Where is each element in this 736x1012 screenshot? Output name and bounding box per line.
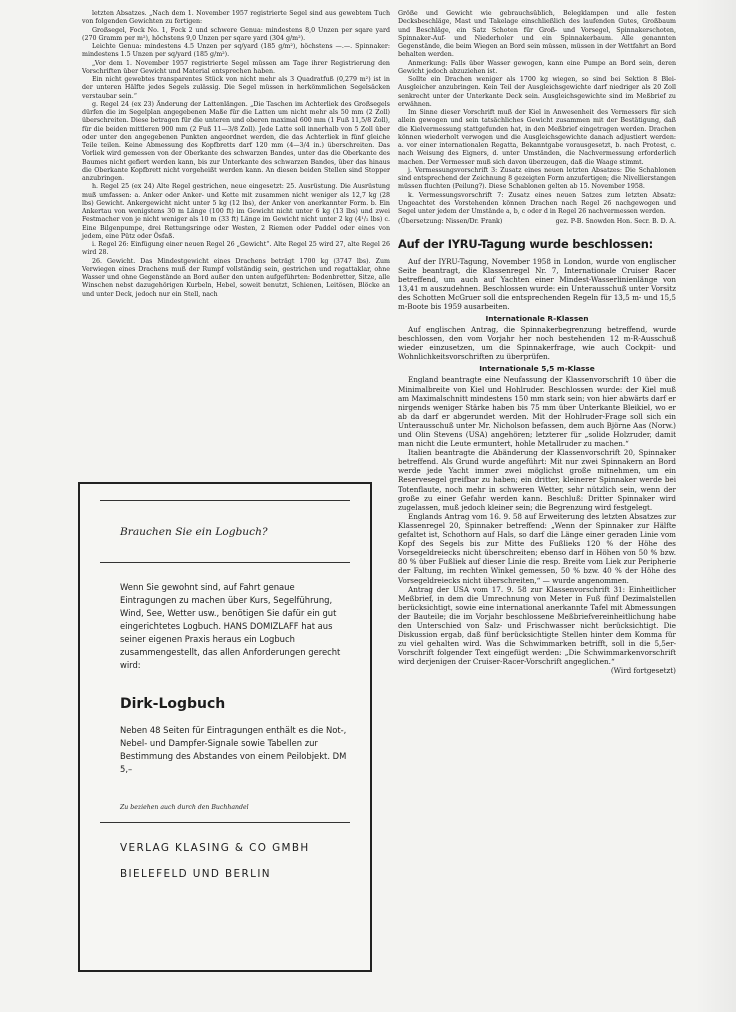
paragraph: i. Regel 26: Einfügung einer neuen Regel 26 „Gewicht“. Alte Regel 25 wird 27, alte Regel 26 wird 28. (82, 241, 390, 257)
paragraph: letzten Absatzes. „Nach dem 1. November 1957 registrierte Segel sind aus gewebtem Tuch von folgenden Gewichten zu fertigen: (82, 10, 390, 26)
paragraph: j. Vermessungsvorschrift 3: Zusatz eines neuen letzten Absatzes: Die Schablonen sind entsprechend der Zeichnung 8 gezeigten Form anzufertigen; die Nivellierstangen müssen fluchten (Peilung?). Diese Schablonen gelten ab 15. November 1958. (398, 166, 676, 191)
paragraph: Italien beantragte die Abänderung der Klassenvorschrift 20, Spinnaker betreffend. Als Grund wurde angeführt: Mit nur zwei Spinnakern an Bord werde jede Yacht immer zwei möglichst große mitnehmen, um ein Reservesegel greifbar zu haben; ein dritter, kleinerer Spinnaker werde bei Totenflaute, noch mehr in schweren Wetter, sehr nützlich sein, wenn der große zu einer Gefahr werden kann. Beschluß: Dritter Spinnaker wird zugelassen, muß jedoch kleiner sein; die Begrenzung wird festgelegt. (398, 448, 676, 512)
subheading: Internationale 5,5 m-Klasse (479, 364, 595, 374)
ad-title: Dirk-Logbuch (120, 696, 226, 712)
paragraph: Antrag der USA vom 17. 9. 58 zur Klassenvorschrift 31: Einheitlicher Meßbrief, in dem die Umrechnung von Meter in Fuß fünf Dezimalstellen berücksichtigt, sowie eine international anerkannte Tafel mit Abmessungen der Bauteile; die im Vorjahr beschlossene Meßbriefvereinheitlichung habe den Unterschied von Salz- und Frischwasser nicht berücksichtigt. Die Diskussion ergab, daß fünf berücksichtigte Stellen hinter dem Komma für zu viel gehalten wird. Was die Schwimmarken betrifft, soll in die 5,5er-Vorschrift folgender Text eingefügt werden: „Die Schwimmarkenvorschrift wird derjenigen der Cruiser-Racer-Vorschrift angeglichen.“ (398, 584, 676, 667)
right-column (398, 10, 676, 676)
paragraph: Größe und Gewicht wie gebrauchsüblich, Belegklampen und alle festen Decksbeschläge, Mast und Takelage einschließlich des laufenden Gutes, Großbaum und Beschläge, ein Satz Schoten für Groß- und Vorsegel, Spinnakerschoten, Spinnaker-Auf- und Niederholer und ein Spinnakerbaum. Alle genannten Gegenstände, die beim Wiegen an Bord sein müssen, müssen in der Wettfahrt an Bord behalten werden. (398, 10, 676, 59)
ad-rule (100, 562, 350, 563)
page-edge (696, 0, 736, 1012)
paragraph: h. Regel 25 (ex 24) Alte Regel gestrichen, neue eingesetzt: 25. Ausrüstung. Die Ausrüstung muß umfassen: a. Anker oder Anker- und Kette mit zusammen nicht weniger als 12,7 kg (28 lbs) Gewicht. Ankergewicht nicht unter 5 kg (12 lbs), der Anker von anerkannter Form. b. Ein Ankertau von wenigstens 30 m Länge (100 ft) im Gewicht nicht unter 6 kg (13 lbs) und zwei Festmacher von je nicht weniger als 10 m (33 ft) Länge im Gewicht nicht unter 2 kg (4¹/₂ lbs) c. Eine Bilgenpumpe, drei Rettungsringe oder Westen, 2 Riemen oder Paddel oder eines von jedem, eine Pütz oder Ösfaß. (82, 183, 390, 240)
paragraph: „Vor dem 1. November 1957 registrierte Segel müssen am Tage ihrer Registrierung den Vorschriften über Gewicht und Material entsprechen haben. (82, 59, 390, 75)
paragraph: 26. Gewicht. Das Mindestgewicht eines Drachens beträgt 1700 kg (3747 lbs). Zum Verwiegen eines Drachens muß der Rumpf vollständig sein, gestrichen und regattaklar, ohne Wasser und ohne Gegenstände an Bord außer den unten aufgeführten: Bodenbretter, Sitze, alle Winschen nebst dazugehörigen Kurbeln, Hebel, soweit benutzt, Schienen, Leitösen, Blöcke an und unter Deck, jedoch nur ein Stell, nach (82, 257, 390, 298)
ad-rule-top (100, 500, 350, 501)
subheading: Internationale R-Klassen (485, 314, 589, 324)
paragraph: Anmerkung: Falls über Wasser gewogen, kann eine Pumpe an Bord sein, deren Gewicht jedoch abzuziehen ist. (398, 59, 676, 75)
paragraph: Englands Antrag vom 16. 9. 58 auf Erweiterung des letzten Absatzes zur Klassenregel 20, Spinnaker betreffend: „Wenn der Spinnaker zur Hälfte gefaltet ist, Schothorn auf Hals, so darf die Länge einer geraden Linie vom Kopf des Segels bis zur Mitte des Fußlieks 120 % der Höhe des Vorsegeldreiecks nicht überschreiten; ebenso darf in Höhen von 50 % bzw. 80 % über Fußliek auf dieser Linie die resp. Breite vom Liek zur Peripherie der Faltung, im rechten Winkel gemessen, 50 % bzw. 40 % der Höhe des Vorsegeldreiecks nicht überschreiten,“ — wurde angenommen. (398, 511, 676, 585)
ad-publisher: VERLAG KLASING & CO GMBH (120, 842, 310, 854)
ad-small-note: Zu beziehen auch durch den Buchhandel (120, 804, 249, 811)
ad-body: Wenn Sie gewohnt sind, auf Fahrt genaue Eintragungen zu machen über Kurs, Segelführung, Wind, See, Wetter usw., benötigen Sie dafür ein gut eingerichtetes Logbuch. HANS DOMIZLAFF hat aus seiner eigenen Praxis heraus ein Logbuch zusammengestellt, das allen Anforderungen gerecht wird: (120, 582, 341, 670)
paragraph: k. Vermessungsvorschrift 7: Zusatz eines neuen Satzes zum letzten Absatz: Ungeachtet des Vorstehenden können Drachen nach Regel 26 nachgewogen und Segel unter jedem der Umstände a, b, c oder d in Regel 26 nachvermessen werden. (398, 191, 676, 215)
advertisement-box (78, 482, 372, 972)
paragraph: g. Regel 24 (ex 23) Änderung der Lattenlängen. „Die Taschen im Achterliek des Großsegels dürfen die im Segelplan angegebenen Maße für die Latten um nicht mehr als 50 mm (2 Zoll) überschreiten. Diese betragen für die unteren und oberen maximal 600 mm (1 Fuß 11,5/8 Zoll), für die beiden mittleren 900 mm (2 Fuß 11—3/8 Zoll). Jede Latte soll innerhalb von 5 Zoll über oder unter den angegebenen Punkten angeordnet werden, die das Achterliek in fünf gleiche Teile teilen. Keine Abmessung des Kopfbretts darf 120 mm (4—3/4 in.) überschreiten. Das Vorliek wird gemessen von der Oberkante des schwarzen Bandes, unter das die Oberkante des Baumes nicht gefiert werden kann, bis zur Unterkante des schwarzen Bandes, über das hinaus die Oberkante Kopfbrett nicht vorgeheißt werden kann. An diesen beiden Stellen sind Stopper anzubringen. (82, 100, 390, 182)
paragraph: Sollte ein Drachen weniger als 1700 kg wiegen, so sind bei Sektion 8 Blei-Ausgleicher anzubringen. Kein Teil der Ausgleichsgewichte darf niedriger als 20 Zoll senkrecht unter der Unterkante Deck sein. Ausgleichsgewichte sind im Meßbrief zu erwähnen. (398, 76, 676, 108)
paragraph: Ein nicht gewebtes transparentes Stück von nicht mehr als 3 Quadratfuß (0,279 m²) ist in der unteren Hälfte jedes Segels zulässig. Die Segel müssen in herkömmlichen Segelsäcken verstaubar sein.“ (82, 76, 390, 100)
left-column (82, 10, 390, 299)
paragraph: Auf englischen Antrag, die Spinnakerbegrenzung betreffend, wurde beschlossen, den vom Vorjahr her noch bestehenden 12 m-R-Ausschuß wieder einzusetzen, um die Spinnakerfrage, wie auch Cockpit- und Wohnlichkeitsvorschriften zu überprüfen. (398, 325, 676, 362)
paragraph: Großsegel, Fock No. 1, Fock 2 und schwere Genua: mindestens 8,0 Unzen per sqare yard (270 Gramm per m²), höchstens 9,0 Unzen per sqare yard (304 g/m²). (82, 26, 390, 42)
paragraph: Im Sinne dieser Vorschrift muß der Kiel in Anwesenheit des Vermessers für sich allein gewogen und sein tatsächliches Gewicht zusammen mit der Bestätigung, daß die Kielvermessung stattgefunden hat, in den Meßbrief eingetragen werden. Drachen können wiederholt verwogen und die Ausgleichsgewichte danach adjustiert werden: a. vor einer internationalen Regatta, Bekanntgabe vorausgesetzt, b. nach Protest, c. nach Weisung des Eigners, d. unter Umständen, die Nachvermessung erforderlich machen. Der Vermesser muß sich davon überzeugen, daß die Waage stimmt. (398, 109, 676, 166)
paragraph: England beantragte eine Neufassung der Klassenvorschrift 10 über die Minimalbreite von Kiel und Hohlruder. Beschlossen wurde: der Kiel muß am Maximalschnitt mindestens 150 mm stark sein; von hier abwärts darf er nirgends weniger Stärke haben bis 75 mm über Unterkante Bleikiel, wo er ab da darf er abgerundet werden. Mit der Hohlruder-Frage soll sich ein Unterausschuß unter Mr. Nicholson befassen, dem auch Björne Aas (Norw.) und Olin Stevens (USA) angehören; letzterer für „solide Holzruder, damit man nicht die Leute ermuntert, hohle Metallruder zu machen.“ (398, 375, 676, 449)
article-heading: Auf der IYRU-Tagung wurde beschlossen: (398, 236, 654, 251)
paragraph: Auf der IYRU-Tagung, November 1958 in London, wurde von englischer Seite beantragt, die Klassenregel Nr. 7, Internationale Cruiser Racer betreffend, um auch auf Yachten einer Mindest-Wasserlinienlänge von 13,41 m auszudehnen. Beschlossen wurde: ein Unterausschuß unter Vorsitz des Schotten McGruer soll die entsprechenden Regeln für 13,5 m- und 15,5 m-Boote bis 1959 ausarbeiten. (398, 256, 676, 311)
continued-note: (Wird fortgesetzt) (610, 666, 676, 676)
translation-credit: (Übersetzung: Nissen/Dr. Frank) (398, 218, 503, 226)
ad-body-2: Neben 48 Seiten für Eintragungen enthält es die Not-, Nebel- und Dampfer-Signale sowie Tabellen zur Bestimmung des Abstandes von einem Peilobjekt. DM 5,– (120, 725, 347, 774)
ad-question: Brauchen Sie ein Logbuch? (120, 526, 268, 538)
ad-publisher-city: BIELEFELD UND BERLIN (120, 868, 271, 880)
ad-rule (100, 822, 350, 823)
paragraph: Leichte Genua: mindestens 4.5 Unzen per sq/yard (185 g/m²), höchstens —.—. Spinnaker: mindestens 1.5 Unzen per sq/yard (185 g/m²). (82, 43, 390, 59)
signed-by: gez. P-B. Snowden Hon. Secr. B. D. A. (555, 218, 676, 226)
signature (398, 218, 676, 226)
